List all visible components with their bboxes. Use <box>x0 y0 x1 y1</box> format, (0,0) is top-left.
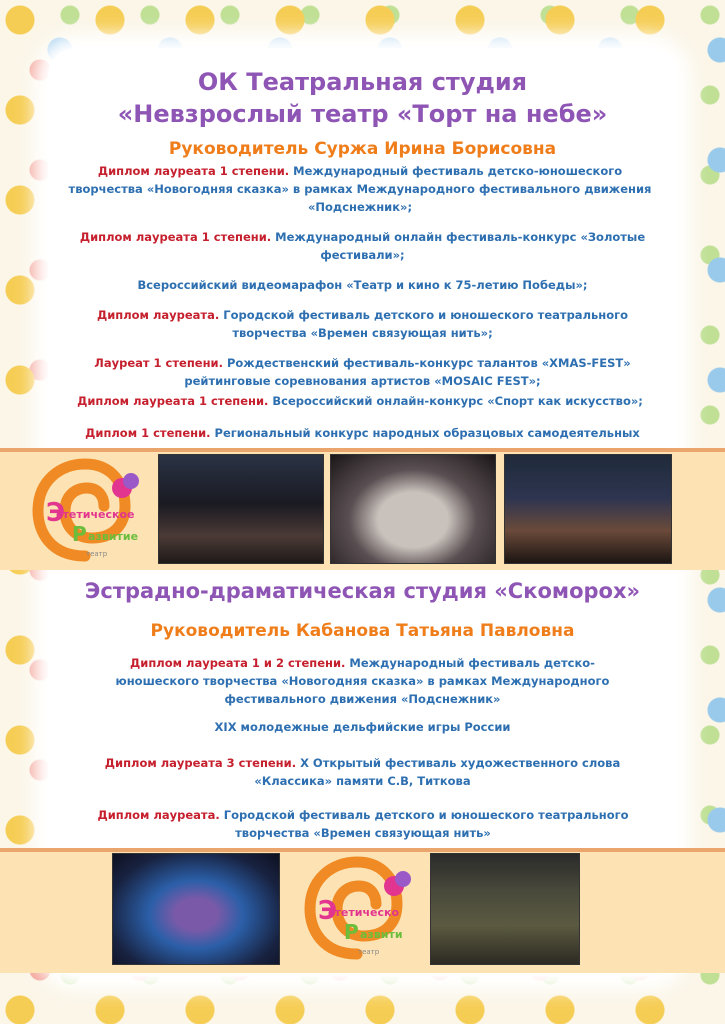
logo-letter-r: Р <box>344 920 359 944</box>
stage-photo-5 <box>430 853 580 965</box>
award-text: XIX молодежные дельфийские игры России <box>214 720 511 734</box>
award-text: Городской фестиваль детского и юношеского театрального творчества «Времен связующая нить» <box>219 808 629 840</box>
studio2-award-list <box>90 654 635 842</box>
award-text: Всероссийский видеомарафон «Театр и кино к 75-летию Победы»; <box>137 278 588 292</box>
award-text: Международный фестиваль детско-юношеского творчества «Новогодняя сказка» в рамках Международного фестивального движения «Подснежник» <box>115 656 610 706</box>
studio1-title <box>0 66 725 130</box>
studio2-director: Руководитель Кабанова Татьяна Павловна <box>150 621 575 641</box>
award-text: Городской фестиваль детского и юношеского театрального творчества «Времен связующая нить»; <box>219 308 629 340</box>
award-lead: Диплом лауреата 3 степени. <box>104 756 297 770</box>
award-item <box>73 806 653 842</box>
award-item <box>60 162 660 216</box>
award-lead: Диплом 1 степени. <box>85 426 211 440</box>
award-item <box>70 306 655 342</box>
award-item <box>50 392 670 410</box>
award-item <box>90 718 635 736</box>
award-text: Международный онлайн фестиваль-конкурс «Золотые фестивали»; <box>271 230 646 262</box>
theatre-logo <box>302 854 420 964</box>
award-text: Всероссийский онлайн-конкурс «Спорт как искусство»; <box>268 394 643 408</box>
award-lead: Диплом лауреата 1 степени. <box>97 164 290 178</box>
award-text: Международный фестиваль детско-юношеского творчества «Новогодняя сказка» в рамках Международного фестивального движения «Подснежник»; <box>68 164 652 214</box>
award-lead: Диплом лауреата 1 степени. <box>79 230 272 244</box>
award-item <box>90 654 635 708</box>
award-text: Региональный конкурс народных образцовых самодеятельных <box>214 426 640 440</box>
studio1-director: Руководитель Суржа Ирина Борисовна <box>168 139 557 159</box>
logo-small-text: театр <box>86 550 108 558</box>
award-item <box>90 754 635 790</box>
logo-small-text: театр <box>358 948 380 956</box>
studio2-title: Эстрадно-драматическая студия «Скоморох» <box>84 579 641 603</box>
logo-letter-e: Э <box>46 498 66 528</box>
logo-text-top: стетическое <box>56 508 135 521</box>
award-lead: Лауреат 1 степени. <box>94 356 223 370</box>
band-stripe <box>0 848 725 852</box>
band-stripe <box>0 448 725 452</box>
stage-photo-2 <box>330 454 496 564</box>
award-item <box>70 228 655 264</box>
logo-letter-e: Э <box>318 896 338 926</box>
award-lead: Диплом лауреата 1 и 2 степени. <box>130 656 346 670</box>
award-item <box>70 354 655 390</box>
logo-text-bottom: азвити <box>360 928 403 941</box>
stage-photo-1 <box>158 454 324 564</box>
theatre-logo <box>30 456 148 566</box>
stage-photo-3 <box>504 454 672 564</box>
logo-letter-r: Р <box>72 522 87 546</box>
award-item <box>70 276 655 294</box>
award-text: X Открытый фестиваль художественного слова «Классика» памяти С.В, Титкова <box>254 756 621 788</box>
award-lead: Диплом лауреата 1 степени. <box>77 394 269 408</box>
logo-text-bottom: азвитие <box>88 530 139 543</box>
award-text: Рождественский фестиваль-конкурс талантов «XMAS-FEST» рейтинговые соревнования артистов «MOSAIC FEST»; <box>184 356 631 388</box>
award-lead: Диплом лауреата. <box>96 308 220 322</box>
logo-text-top: стетическо <box>328 906 399 919</box>
studio1-title-line1: ОК Театральная студия <box>197 68 528 96</box>
studio1-title-line2: «Невзрослый театр «Торт на небе» <box>117 100 608 128</box>
studio1-award-list <box>70 162 655 466</box>
stage-photo-4 <box>112 853 280 965</box>
award-lead: Диплом лауреата. <box>97 808 220 822</box>
